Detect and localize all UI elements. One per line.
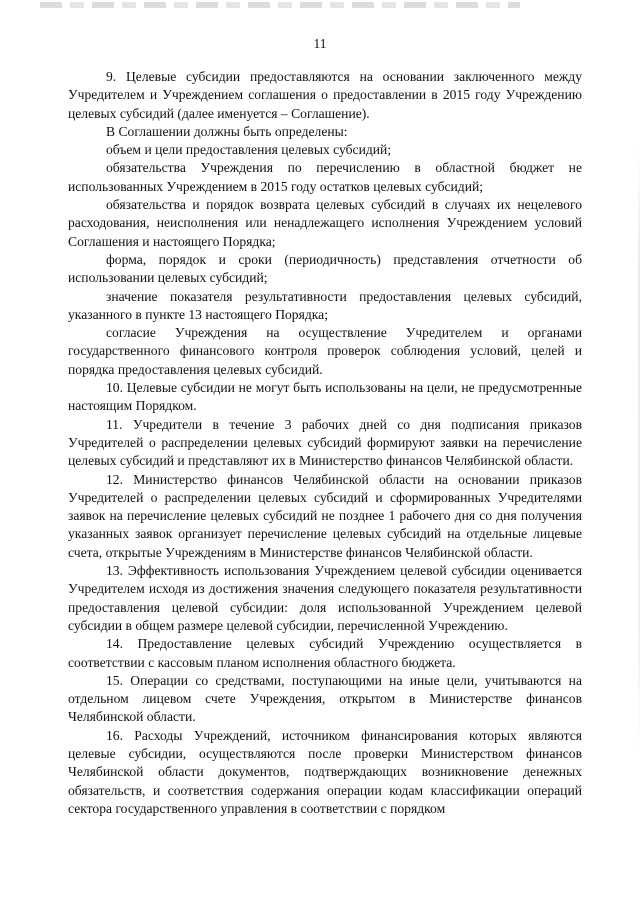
agreement-item-remainder-transfer: обязательства Учреждения по перечислению в областной бюджет не использованных Учреждением в 2015 году остатков целевых субсидий; [68, 160, 582, 194]
paragraph-9: 9. Целевые субсидии предоставляются на основании заключенного между Учредителем и Учреждением соглашения о предоставлении в 2015 году Учреждению целевых субсидий (далее именуется – Соглашение). [68, 69, 582, 121]
paragraph-14: 14. Предоставление целевых субсидий Учреждению осуществляется в соответствии с кассовым планом исполнения областного бюджета. [68, 636, 582, 670]
agreement-item-volume-purpose: объем и цели предоставления целевых субсидий; [106, 142, 392, 158]
paragraph-11: 11. Учредители в течение 3 рабочих дней со дня подписания приказов Учредителей о распределении целевых субсидий формируют заявки на перечисление целевых субсидий и представляют их в Министерство финансов Челябинской области. [68, 416, 582, 469]
paragraph-10: 10. Целевые субсидии не могут быть использованы на цели, не предусмотренные настоящим Порядком. [68, 380, 582, 414]
agreement-item-performance-indicator: значение показателя результативности предоставления целевых субсидий, указанного в пункте 13 настоящего Порядка; [68, 288, 582, 322]
agreement-item-control-consent: согласие Учреждения на осуществление Учредителем и органами государственного финансового контроля проверок соблюдения условий, целей и порядка предоставления целевых субсидий. [68, 325, 582, 377]
paragraph-12: 12. Министерство финансов Челябинской области на основании приказов Учредителей о распределении целевых субсидий и сформированных Учредителями заявок на перечисление целевых субсидий не позднее 1 рабочего дня со дня получения указанных заявок организует перечисление целевых субсидий на отдельные лицевые счета, открытые Учреждениям в Министерстве финансов Челябинской области. [68, 471, 582, 560]
paragraph-15: 15. Операции со средствами, поступающими на иные цели, учитываются на отдельном лицевом счете Учреждения, открытом в Министерстве финансов Челябинской области. [68, 672, 582, 725]
scan-header-artifact [40, 2, 520, 8]
paragraph-16: 16. Расходы Учреждений, источником финансирования которых являются целевые субсидии, осуществляются после проверки Министерством финансов Челябинской области документов, подтверждающих возникновение денежных обязательств, и соответствия содержания операции кодам классификации операций сектора государственного управления в соответствии с порядком [68, 727, 582, 816]
document-body [68, 68, 582, 818]
page-number: 11 [313, 36, 327, 51]
agreement-item-reporting: форма, порядок и сроки (периодичность) представления отчетности об использовании целевых субсидий; [68, 251, 582, 286]
agreement-item-return-obligations: обязательства и порядок возврата целевых субсидий в случаях их нецелевого расходования, неисполнения или ненадлежащего исполнения Учреждением условий Соглашения и настоящего Порядка; [68, 197, 582, 249]
agreement-requirements-intro: В Соглашении должны быть определены: [106, 123, 348, 139]
paragraph-13: 13. Эффективность использования Учреждением целевой субсидии оценивается Учредителем исходя из достижения значения следующего показателя результативности предоставления целевой субсидии: доля использованной Учреждением целевой субсидии в общем размере целевой субсидии, перечисленной Учреждению. [68, 563, 582, 633]
